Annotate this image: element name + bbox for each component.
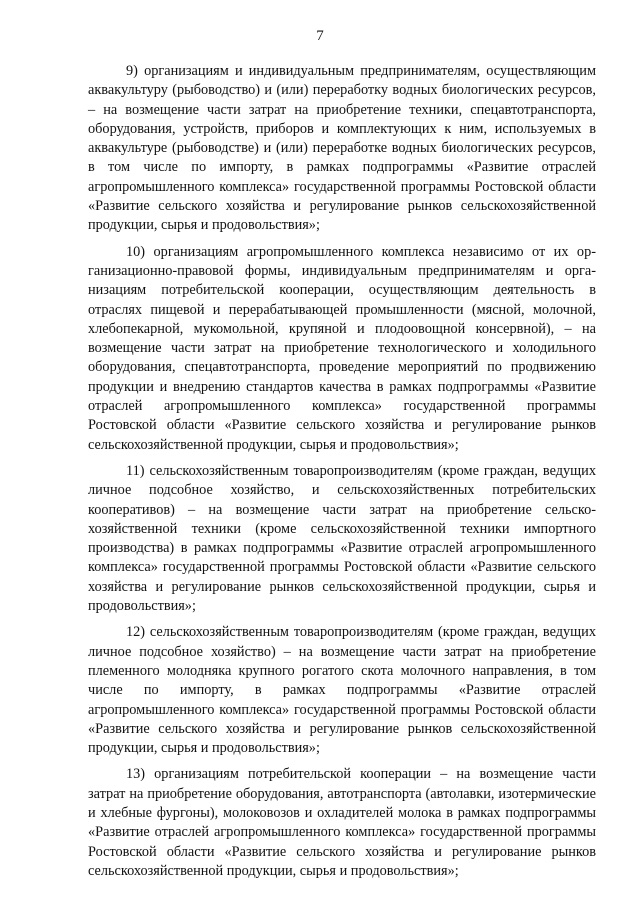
paragraph-item-9: 9) организациям и индивидуальным предпринимателям, осуществляющим аквакультуру (рыбоводство) и (или) переработку водных биологических ресурсов, – на возмещение части затрат на приобретение техники, спецавтотранспорта, оборудования, устройств, приборов и комплектующих к ним, используемых в аквакультуре (рыбоводстве) и (или) переработке водных биологических ресурсов, в том числе по импорту, в рамках подпрограммы «Развитие отраслей агропромышленного комплекса» государственной программы Ростовской области «Развитие сельского хозяйства и регулирование рынков сельскохозяйственной продукции, сырья и продовольствия»; — [88, 63, 596, 234]
paragraph-item-11: 11) сельскохозяйственным товаропроизводителям (кроме граждан, ведущих личное подсобное хозяйство, и сельскохозяйственных потребительских кооперативов) – на возмещение части затрат на приобретение сельскохозяйственной техники (кроме сельскохозяйственной техники импортного производства) в рамках подпрограммы «Развитие отраслей агропромышленного комплекса» государственной программы Ростовской области «Развитие сельского хозяйства и регулирование рынков сельскохозяйственной продукции, сырья и продовольствия»; — [88, 462, 596, 615]
document-body — [88, 62, 596, 881]
paragraph-item-12: 12) сельскохозяйственным товаропроизводителям (кроме граждан, ведущих личное подсобное хозяйство) – на возмещение части затрат на приобретение племенного молодняка крупного рогатого скота молочного направления, в том числе по импорту, в рамках подпрограммы «Развитие отраслей агропромышленного комплекса» государственной программы Ростовской области «Развитие сельского хозяйства и регулирование рынков сельскохозяйственной продукции, сырья и продовольствия»; — [88, 624, 596, 757]
paragraph-item-13: 13) организациям потребительской кооперации – на возмещение части затрат на приобретение оборудования, автотранспорта (автолавки, изотермические и хлебные фургоны), молоковозов и охладителей молока в рамках подпрограммы «Развитие отраслей агропромышленного комплекса» государственной программы Ростовской области «Развитие сельского хозяйства и регулирование рынков сельскохозяйственной продукции, сырья и продовольствия»; — [88, 766, 596, 879]
paragraph-item-10: 10) организациям агропромышленного комплекса независимо от их организационно-правовой формы, индивидуальным предпринимателям и организациям потребительской кооперации, осуществляющим деятельность в отраслях пищевой и перерабатывающей промышленности (мясной, молочной, хлебопекарной, мукомольной, крупяной и плодоовощной консервной), – на возмещение части затрат на приобретение технологического и холодильного оборудования, спецавтотранспорта, проведение мероприятий по продвижению продукции и внедрению стандартов качества в рамках подпрограммы «Развитие отраслей агропромышленного комплекса» государственной программы Ростовской области «Развитие сельского хозяйства и регулирование рынков сельскохозяйственной продукции, сырья и продовольствия»; — [88, 243, 596, 453]
page-number: 7 — [316, 28, 324, 44]
